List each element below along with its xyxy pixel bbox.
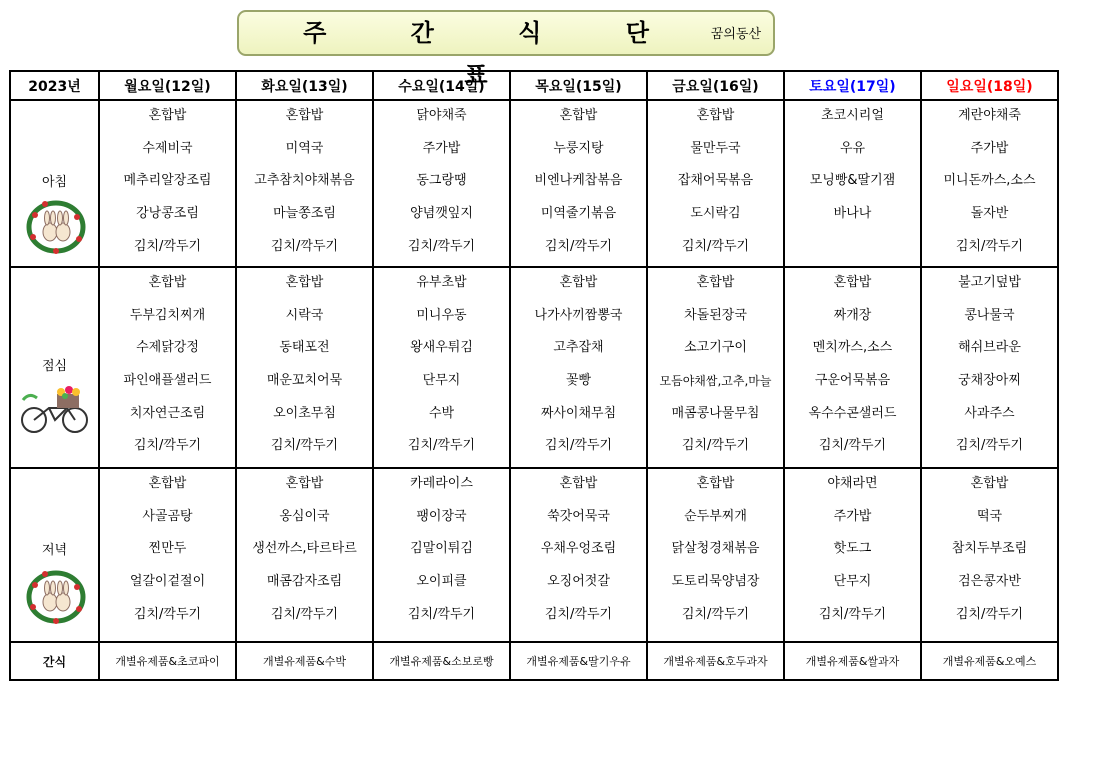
dish: 나가사끼짬뽕국 <box>534 307 623 323</box>
dish: 카레라이스 <box>410 476 473 491</box>
dish: 김치/깍두기 <box>818 438 887 454</box>
dish: 김치/깍두기 <box>133 606 202 622</box>
dish: 동태포전 <box>279 340 330 356</box>
dish: 핫도그 <box>833 541 872 557</box>
dish: 짜사이채무침 <box>540 405 617 421</box>
dish: 불고기덮밥 <box>958 275 1021 290</box>
dish: 계란야채죽 <box>958 108 1021 123</box>
dish: 생선까스,타르타르 <box>252 541 357 557</box>
dish: 닭야채죽 <box>416 108 467 123</box>
dish: 소고기구이 <box>684 340 747 356</box>
lunch-row <box>10 267 1058 468</box>
snack-fri: 개별유제품&호두과자 <box>647 642 784 680</box>
dish: 김치/깍두기 <box>407 438 476 454</box>
dinner-tue <box>236 468 373 642</box>
lunch-sun <box>921 267 1058 468</box>
bunny-wreath-icon <box>25 197 87 261</box>
dish: 주가밥 <box>833 508 872 524</box>
dish: 수제닭강정 <box>136 340 199 356</box>
dish: 혼합밥 <box>148 108 187 123</box>
dish: 비엔나케찹볶음 <box>534 173 623 189</box>
dish: 혼합밥 <box>696 476 735 491</box>
dish: 매콤콩나물무침 <box>671 405 760 421</box>
breakfast-tue <box>236 100 373 267</box>
snack-thu: 개별유제품&딸기우유 <box>510 642 647 680</box>
dish: 강낭콩조림 <box>136 206 199 222</box>
breakfast-thu <box>510 100 647 267</box>
lunch-fri <box>647 267 784 468</box>
dinner-row <box>10 468 1058 642</box>
breakfast-cell <box>10 100 99 267</box>
dish: 구운어묵볶음 <box>814 373 891 389</box>
breakfast-row <box>10 100 1058 267</box>
dish: 김치/깍두기 <box>955 438 1024 454</box>
dish: 모닝빵&딸기잼 <box>809 173 896 189</box>
day-header-sat: 토요일(17일) <box>784 71 921 100</box>
breakfast-sat <box>784 100 921 267</box>
dish: 차돌된장국 <box>684 307 747 323</box>
dish: 혼합밥 <box>833 275 872 290</box>
dish: 잡채어묵볶음 <box>677 173 754 189</box>
dinner-mon <box>99 468 236 642</box>
day-header-mon: 월요일(12일) <box>99 71 236 100</box>
dish: 김치/깍두기 <box>955 238 1024 254</box>
dish: 해쉬브라운 <box>958 340 1021 356</box>
dish: 짜개장 <box>833 307 872 323</box>
lunch-cell <box>10 267 99 468</box>
dish: 오이초무침 <box>273 405 336 421</box>
dish: 꽃빵 <box>565 373 592 389</box>
dish: 동그랑땡 <box>416 173 467 189</box>
dish: 누룽지탕 <box>553 140 604 156</box>
flower-bicycle-icon <box>19 386 91 440</box>
dish: 사과주스 <box>964 405 1015 421</box>
dish: 김치/깍두기 <box>270 238 339 254</box>
dish: 메추리알장조림 <box>123 173 212 189</box>
dish: 왕새우튀김 <box>410 340 473 356</box>
dish: 우채우엉조림 <box>540 541 617 557</box>
dish: 혼합밥 <box>559 108 598 123</box>
dish: 닭살청경채볶음 <box>671 541 760 557</box>
dish: 김말이튀김 <box>410 541 473 557</box>
dish: 미니우동 <box>416 307 467 323</box>
dish: 콩나물국 <box>964 307 1015 323</box>
snack-label: 간식 <box>10 642 99 680</box>
organization-name: 꿈의동산 <box>710 27 761 42</box>
page-title: 주 간 식 단 표 <box>303 19 687 89</box>
snack-sun: 개별유제품&오예스 <box>921 642 1058 680</box>
day-header-tue: 화요일(13일) <box>236 71 373 100</box>
dish: 수제비국 <box>142 140 193 156</box>
dish: 김치/깍두기 <box>544 438 613 454</box>
dish: 혼합밥 <box>285 476 324 491</box>
bunny-wreath-icon <box>25 567 87 631</box>
breakfast-fri <box>647 100 784 267</box>
dish: 혼합밥 <box>285 275 324 290</box>
dish: 미니돈까스,소스 <box>943 173 1036 189</box>
lunch-mon <box>99 267 236 468</box>
dish: 김치/깍두기 <box>955 606 1024 622</box>
snack-tue: 개별유제품&수박 <box>236 642 373 680</box>
dish: 혼합밥 <box>559 275 598 290</box>
dish: 김치/깍두기 <box>681 606 750 622</box>
lunch-label: 점심 <box>41 359 68 374</box>
dish: 팽이장국 <box>416 508 467 524</box>
dinner-fri <box>647 468 784 642</box>
dinner-cell <box>10 468 99 642</box>
dish: 순두부찌개 <box>684 508 747 524</box>
dish <box>785 232 920 265</box>
dinner-wed <box>373 468 510 642</box>
dish: 얼갈이겉절이 <box>129 574 206 590</box>
dish: 쑥갓어묵국 <box>547 508 610 524</box>
snack-row <box>10 642 1058 680</box>
snack-mon: 개별유제품&초코파이 <box>99 642 236 680</box>
day-header-sun: 일요일(18일) <box>921 71 1058 100</box>
dish: 물만두국 <box>690 140 741 156</box>
dish: 주가밥 <box>422 140 461 156</box>
dish: 치자연근조림 <box>129 405 206 421</box>
dish: 김치/깍두기 <box>681 438 750 454</box>
dish: 혼합밥 <box>285 108 324 123</box>
dish: 마늘쫑조림 <box>273 206 336 222</box>
dish: 우유 <box>839 140 866 156</box>
dish: 혼합밥 <box>559 476 598 491</box>
lunch-tue <box>236 267 373 468</box>
dish: 고추참치야채볶음 <box>254 173 355 189</box>
dish: 두부김치찌개 <box>129 307 206 323</box>
dish: 미역줄기볶음 <box>540 206 617 222</box>
day-header-wed: 수요일(14일) <box>373 71 510 100</box>
dish: 김치/깍두기 <box>544 238 613 254</box>
snack-wed: 개별유제품&소보로빵 <box>373 642 510 680</box>
header-row <box>10 71 1058 100</box>
dish: 도시락김 <box>690 206 741 222</box>
breakfast-sun <box>921 100 1058 267</box>
dinner-sat <box>784 468 921 642</box>
dish: 오징어젓갈 <box>547 574 610 590</box>
breakfast-mon <box>99 100 236 267</box>
dish: 궁채장아찌 <box>958 373 1021 389</box>
dinner-thu <box>510 468 647 642</box>
dish: 파인애플샐러드 <box>123 373 212 389</box>
dish: 혼합밥 <box>148 476 187 491</box>
dish: 김치/깍두기 <box>270 606 339 622</box>
year-header: 2023년 <box>10 71 99 100</box>
dish: 돌자반 <box>970 206 1009 222</box>
dish: 혼합밥 <box>970 476 1009 491</box>
dish: 수박 <box>428 405 455 421</box>
dish: 초코시리얼 <box>821 108 884 123</box>
day-header-thu: 목요일(15일) <box>510 71 647 100</box>
dish: 오이피클 <box>416 574 467 590</box>
dish: 김치/깍두기 <box>544 606 613 622</box>
breakfast-wed <box>373 100 510 267</box>
dish: 매운꼬치어묵 <box>266 373 343 389</box>
dish: 도토리묵양념장 <box>671 574 760 590</box>
weekly-menu-table <box>9 70 1059 681</box>
dish: 유부초밥 <box>416 275 467 290</box>
dish: 김치/깍두기 <box>133 238 202 254</box>
dish: 단무지 <box>422 373 461 389</box>
dish: 참치두부조림 <box>951 541 1028 557</box>
lunch-sat <box>784 267 921 468</box>
dinner-sun <box>921 468 1058 642</box>
dish: 떡국 <box>976 508 1003 524</box>
dish: 혼합밥 <box>696 108 735 123</box>
dish: 사골곰탕 <box>142 508 193 524</box>
dish: 옹심이국 <box>279 508 330 524</box>
dish: 매콤감자조림 <box>266 574 343 590</box>
dish: 옥수수콘샐러드 <box>808 405 897 421</box>
dish: 고추잡채 <box>553 340 604 356</box>
dish: 주가밥 <box>970 140 1009 156</box>
dish: 양념깻잎지 <box>410 206 473 222</box>
dish: 김치/깍두기 <box>407 238 476 254</box>
dish: 모듬야채쌈,고추,마늘 <box>659 374 772 389</box>
dish: 김치/깍두기 <box>818 606 887 622</box>
snack-sat: 개별유제품&쌀과자 <box>784 642 921 680</box>
lunch-thu <box>510 267 647 468</box>
dish: 멘치까스,소스 <box>812 340 893 356</box>
dish: 미역국 <box>285 140 324 156</box>
dish: 바나나 <box>833 206 872 222</box>
dish: 찐만두 <box>148 541 187 557</box>
dish: 김치/깍두기 <box>270 438 339 454</box>
dish: 시락국 <box>285 307 324 323</box>
dish: 혼합밥 <box>148 275 187 290</box>
dish: 김치/깍두기 <box>681 238 750 254</box>
breakfast-label: 아침 <box>41 175 68 190</box>
dish: 단무지 <box>833 574 872 590</box>
dinner-label: 저녁 <box>41 543 68 558</box>
dish: 혼합밥 <box>696 275 735 290</box>
dish: 김치/깍두기 <box>407 606 476 622</box>
dish: 검은콩자반 <box>958 574 1021 590</box>
dish: 야채라면 <box>827 476 878 491</box>
lunch-wed <box>373 267 510 468</box>
day-header-fri: 금요일(16일) <box>647 71 784 100</box>
dish: 김치/깍두기 <box>133 438 202 454</box>
